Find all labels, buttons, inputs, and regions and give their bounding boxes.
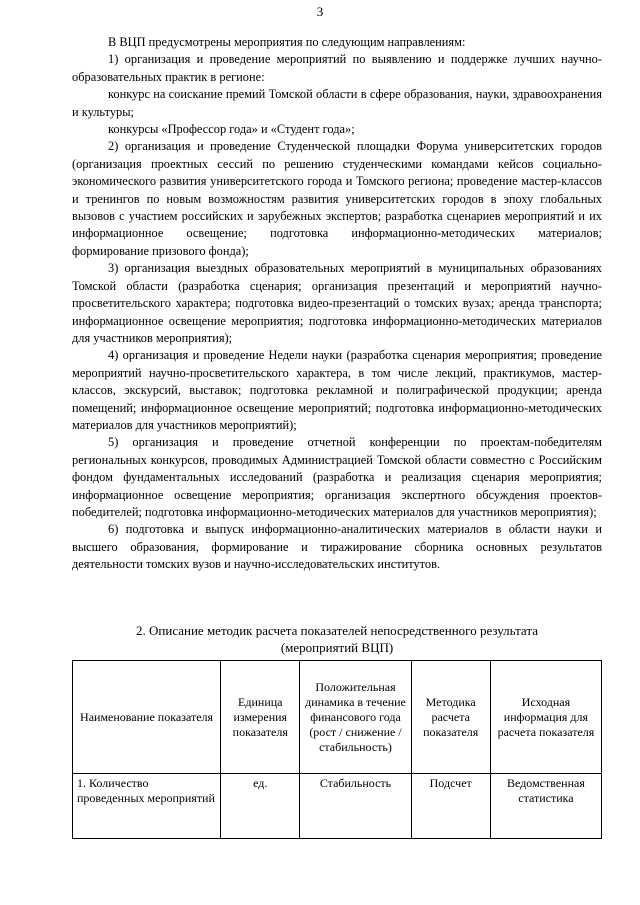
section-heading-line-1: 2. Описание методик расчета показателей непосредственного результата xyxy=(136,623,538,638)
cell-method: Подсчет xyxy=(411,774,490,839)
paragraph-item-2: 2) организация и проведение Студенческой площадки Форума университетских городов (организация проектных сессий по решению студенческими командами кейсов социально-экономического развития университетского города и Томского региона; проведение мастер-классов и тренингов по новым возможностям развития университетских городов в эпоху глобальных вызовов с участием российских и зарубежных экспертов; разработка сценариев мероприятий и их информационное освещение; подготовка информационно-методических материалов; формирование призового фонда); xyxy=(72,139,602,258)
header-source: Исходная информация для расчета показателя xyxy=(490,661,601,774)
metrics-table xyxy=(72,660,602,839)
paragraph-item-6: 6) подготовка и выпуск информационно-аналитических материалов в области науки и высшего образования, формирование и тиражирование сборника основных результатов деятельности томских вузов и научно-исследовательских институтов. xyxy=(72,522,602,572)
header-method: Методика расчета показателя xyxy=(411,661,490,774)
paragraph-item-5: 5) организация и проведение отчетной конференции по проектам-победителям региональных конкурсов, проводимых Администрацией Томской области совместно с Российским фондом фундаментальных исследований (разработка и реализация сценария мероприятия; информационное освещение мероприятия; организация экспертного обсуждения проектов-победителей; подготовка информационно-методических материалов для участников мероприятия); xyxy=(72,435,602,519)
cell-dynamics: Стабильность xyxy=(300,774,411,839)
page-number: 3 xyxy=(316,4,324,19)
header-unit: Единица измерения показателя xyxy=(221,661,300,774)
paragraph-item-1-sub-b: конкурсы «Профессор года» и «Студент года»; xyxy=(108,122,355,137)
header-indicator-name: Наименование показателя xyxy=(73,661,221,774)
paragraph-item-3: 3) организация выездных образовательных мероприятий в муниципальных образованиях Томской области (разработка сценария; организация презентаций и мероприятий научно-просветительского характера; подготовка видео-презентаций о томских вузах; аренда транспорта; информационное освещение мероприятия; подготовка информационно-методических материалов для участников мероприятия); xyxy=(72,261,602,345)
section-heading xyxy=(72,622,602,656)
header-dynamics: Положительная динамика в течение финансового года (рост / снижение / стабильность) xyxy=(300,661,411,774)
section-heading-line-2: (мероприятий ВЦП) xyxy=(280,640,394,655)
paragraph-intro: В ВЦП предусмотрены мероприятия по следующим направлениям: xyxy=(108,35,466,49)
paragraph-item-1-sub-a: конкурс на соискание премий Томской области в сфере образования, науки, здравоохранения и культуры; xyxy=(72,87,602,119)
cell-indicator-name: 1. Количество проведенных мероприятий xyxy=(73,774,221,839)
paragraph-item-4: 4) организация и проведение Недели науки (разработка сценария мероприятия; проведение мероприятий научно-просветительского характера, в том числе лекций, практикумов, мастер-классов, экскурсий, выставок; подготовка рекламной и полиграфической продукции; аренда помещений; информационное освещение мероприятий; подготовка информационно-методических материалов для участников мероприятий); xyxy=(72,348,602,432)
table-header-row xyxy=(73,661,602,774)
cell-unit: ед. xyxy=(221,774,300,839)
body-text xyxy=(72,34,602,574)
cell-source: Ведомственная статистика xyxy=(490,774,601,839)
paragraph-item-1: 1) организация и проведение мероприятий по выявлению и поддержке лучших научно-образовательных практик в регионе: xyxy=(72,52,602,84)
table-row xyxy=(73,774,602,839)
